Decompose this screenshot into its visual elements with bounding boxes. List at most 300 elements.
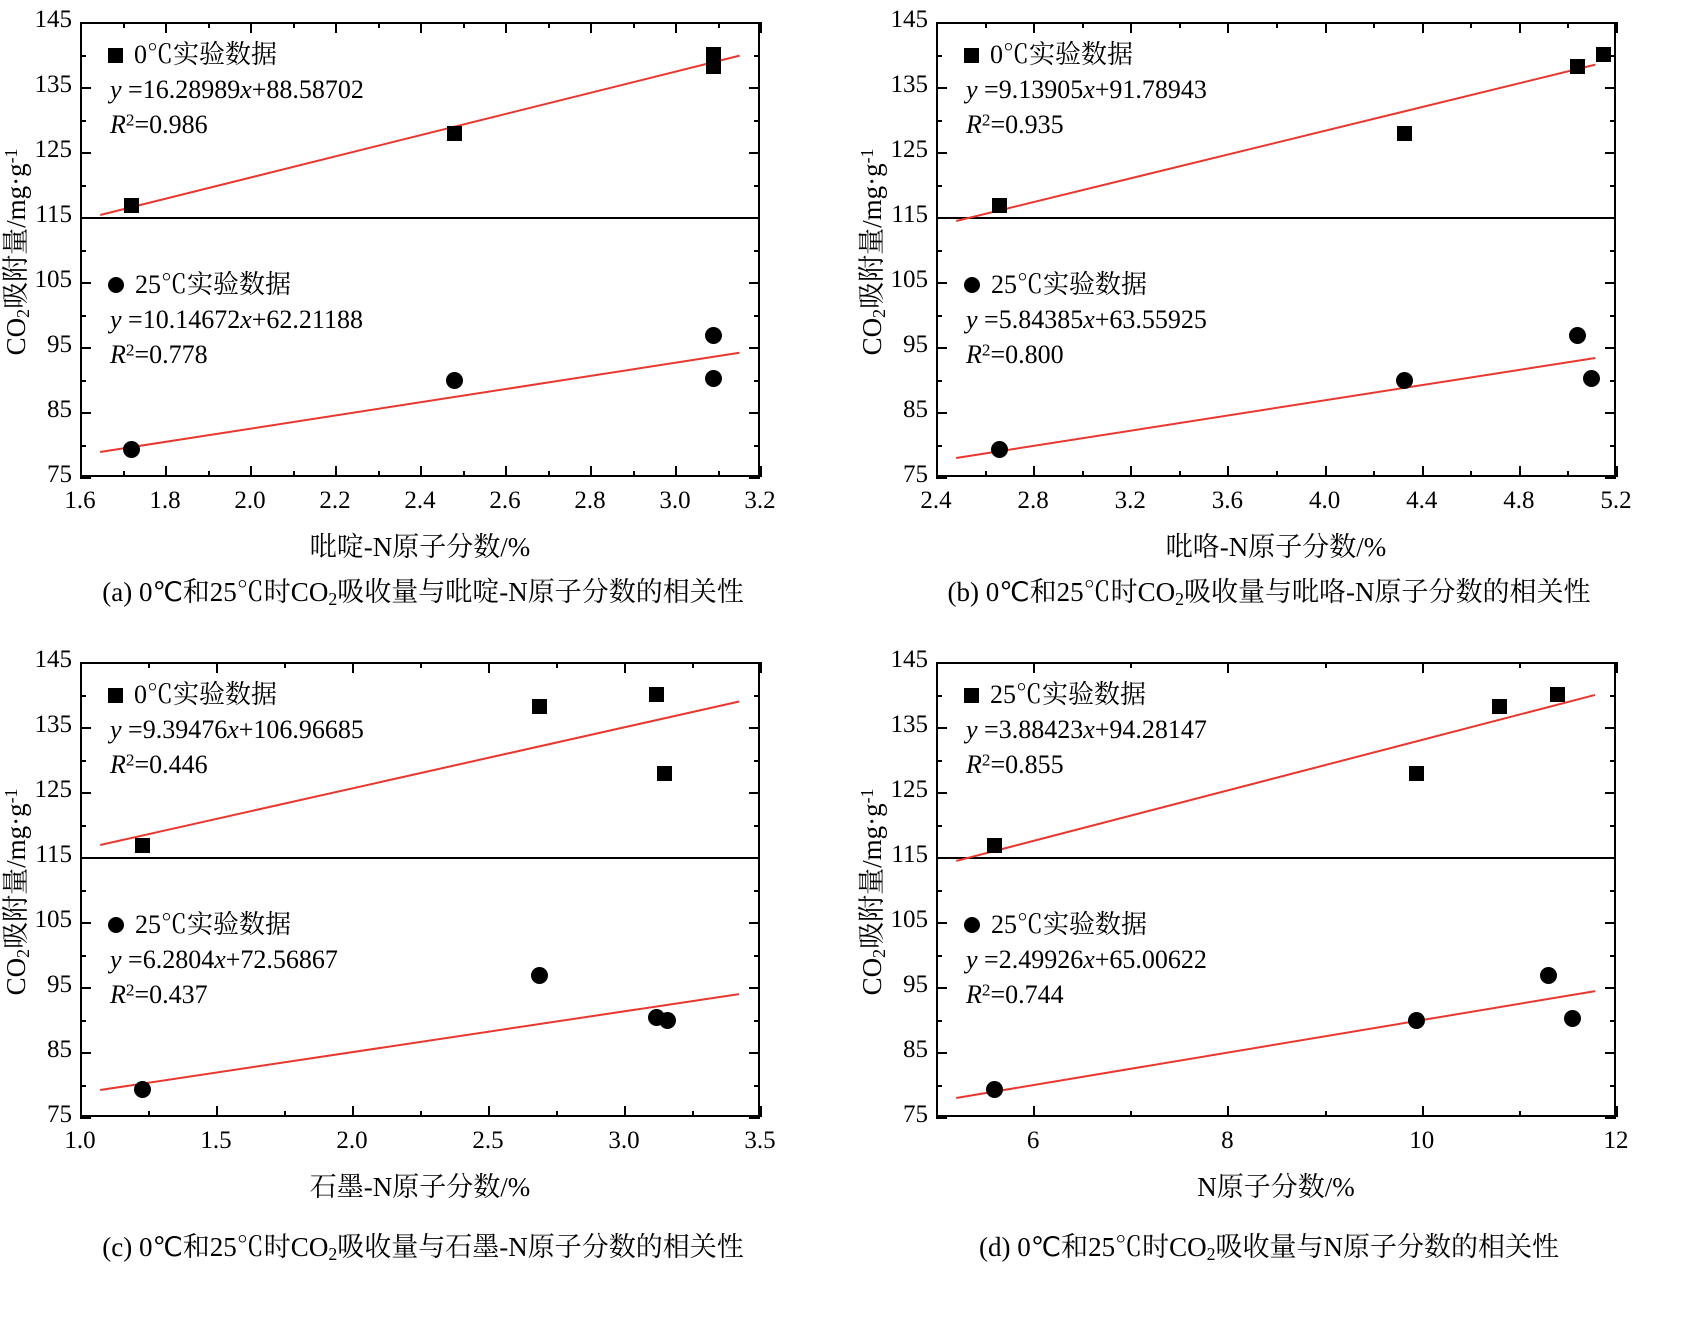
legend-lower [964, 268, 1207, 372]
x-tick [1422, 1106, 1424, 1117]
x-minor-tick [1082, 22, 1084, 28]
x-tick-label: 2.2 [319, 487, 351, 514]
data-point-square [135, 838, 150, 853]
y-minor-tick [754, 445, 760, 447]
x-minor-tick [284, 662, 286, 668]
x-minor-tick [1082, 471, 1084, 477]
y-minor-tick [754, 825, 760, 827]
x-minor-tick [718, 22, 720, 28]
data-point-circle [1540, 967, 1557, 984]
y-tick [749, 477, 760, 479]
x-tick [352, 1106, 354, 1117]
x-minor-tick [293, 471, 295, 477]
y-minor-tick [80, 315, 86, 317]
legend-r2-lower: $R^2=0.778$ [110, 339, 208, 369]
x-minor-tick [1179, 471, 1181, 477]
chart-panel-d [846, 640, 1692, 1318]
y-tick [936, 857, 947, 859]
x-tick [760, 1106, 762, 1117]
x-tick-label: 3.0 [659, 487, 691, 514]
data-point-circle [705, 370, 722, 387]
y-minor-tick [1610, 120, 1616, 122]
y-minor-tick [754, 955, 760, 957]
y-tick-label: 125 [890, 776, 928, 803]
y-minor-tick [936, 760, 942, 762]
x-tick-label: 2.0 [336, 1127, 368, 1154]
x-tick [80, 662, 82, 673]
y-tick-label: 105 [34, 906, 72, 933]
data-point-square [532, 699, 547, 714]
x-tick [1227, 466, 1229, 477]
y-minor-tick [1610, 955, 1616, 957]
x-tick-label: 4.4 [1406, 487, 1438, 514]
y-minor-tick [754, 120, 760, 122]
legend-equation-upper: y =9.39476x+106.96685 [110, 714, 364, 744]
x-tick-label: 3.0 [608, 1127, 640, 1154]
y-tick [1605, 282, 1616, 284]
x-tick-label: 1.8 [149, 487, 181, 514]
y-tick [936, 727, 947, 729]
circle-marker-icon [108, 277, 124, 293]
legend-r2-upper: $R^2=0.935$ [966, 109, 1064, 139]
x-tick [760, 466, 762, 477]
x-minor-tick [985, 22, 987, 28]
panel-divider [936, 217, 1616, 219]
data-point-circle [991, 441, 1008, 458]
y-axis-label: $CO_2$吸附量$/mg\cdot g^{-1}$ [857, 788, 889, 995]
panel-caption: (b) 0℃和25℃时$CO_2$吸收量与吡咯-N原子分数的相关性 [947, 577, 1591, 609]
y-minor-tick [936, 185, 942, 187]
y-tick [1605, 922, 1616, 924]
x-tick [1519, 466, 1521, 477]
y-tick [749, 1052, 760, 1054]
x-minor-tick [556, 1111, 558, 1117]
y-tick [1605, 857, 1616, 859]
x-minor-tick [1276, 471, 1278, 477]
x-minor-tick [1519, 662, 1521, 668]
y-minor-tick [936, 955, 942, 957]
x-minor-tick [633, 22, 635, 28]
x-minor-tick [463, 471, 465, 477]
x-tick [1033, 466, 1035, 477]
x-tick [1033, 22, 1035, 33]
y-tick [80, 152, 91, 154]
x-minor-tick [556, 662, 558, 668]
x-minor-tick [1130, 662, 1132, 668]
y-minor-tick [80, 955, 86, 957]
y-minor-tick [80, 445, 86, 447]
legend-equation-upper: y =9.13905x+91.78943 [966, 74, 1207, 104]
x-tick [1227, 22, 1229, 33]
x-tick [420, 22, 422, 33]
x-tick-label: 2.4 [404, 487, 436, 514]
x-tick [675, 466, 677, 477]
y-minor-tick [80, 890, 86, 892]
data-point-square [1492, 699, 1507, 714]
x-minor-tick [548, 22, 550, 28]
x-tick [1422, 22, 1424, 33]
legend-lower [108, 268, 363, 372]
y-tick [936, 282, 947, 284]
y-tick [749, 152, 760, 154]
data-point-square [649, 687, 664, 702]
legend-r2-lower: $R^2=0.800$ [966, 339, 1064, 369]
x-axis-label: 吡咯-N原子分数/% [1165, 532, 1387, 562]
x-tick-label: 1.5 [200, 1127, 232, 1154]
x-minor-tick [1179, 22, 1181, 28]
x-tick [1325, 466, 1327, 477]
x-tick [624, 1106, 626, 1117]
x-tick [1130, 22, 1132, 33]
legend-label-lower: 25℃实验数据 [991, 270, 1148, 299]
y-tick-label: 145 [890, 6, 928, 33]
y-tick-label: 95 [903, 971, 928, 998]
y-minor-tick [80, 1020, 86, 1022]
x-tick [1519, 22, 1521, 33]
legend-upper [108, 38, 364, 142]
y-tick [936, 87, 947, 89]
y-tick [749, 662, 760, 664]
x-minor-tick [123, 22, 125, 28]
y-tick-label: 105 [890, 906, 928, 933]
y-tick [749, 727, 760, 729]
x-tick [80, 22, 82, 33]
x-tick-label: 3.2 [744, 487, 776, 514]
y-minor-tick [1610, 890, 1616, 892]
y-tick [80, 347, 91, 349]
legend-equation-lower: y =6.2804x+72.56867 [110, 944, 338, 974]
x-axis-label: 吡啶-N原子分数/% [309, 532, 531, 562]
data-point-square [1397, 126, 1412, 141]
y-tick-label: 115 [891, 201, 928, 228]
x-tick [505, 22, 507, 33]
y-tick [936, 347, 947, 349]
y-minor-tick [1610, 695, 1616, 697]
y-tick [936, 792, 947, 794]
y-tick-label: 75 [47, 461, 72, 488]
x-minor-tick [1325, 1111, 1327, 1117]
panel-caption: (a) 0℃和25℃时$CO_2$吸收量与吡啶-N原子分数的相关性 [102, 577, 744, 609]
data-point-square [1596, 47, 1611, 62]
y-tick-label: 135 [34, 711, 72, 738]
x-minor-tick [293, 22, 295, 28]
y-tick [1605, 347, 1616, 349]
data-point-circle [1564, 1010, 1581, 1027]
y-tick [749, 792, 760, 794]
y-minor-tick [1610, 185, 1616, 187]
y-tick-label: 135 [890, 71, 928, 98]
y-tick [1605, 987, 1616, 989]
x-tick [488, 662, 490, 673]
y-tick-label: 85 [903, 396, 928, 423]
legend-label-upper: 25℃实验数据 [990, 680, 1147, 709]
y-tick [1605, 1052, 1616, 1054]
y-minor-tick [1610, 315, 1616, 317]
y-tick-label: 145 [34, 6, 72, 33]
legend-label-upper: 0℃实验数据 [990, 40, 1134, 69]
y-tick [936, 662, 947, 664]
data-point-circle [446, 372, 463, 389]
x-tick [1616, 662, 1618, 673]
square-marker-icon [108, 688, 123, 703]
y-tick [936, 1052, 947, 1054]
y-minor-tick [936, 1085, 942, 1087]
y-tick [1605, 217, 1616, 219]
x-tick [335, 466, 337, 477]
data-point-square [992, 198, 1007, 213]
x-tick [936, 22, 938, 33]
y-minor-tick [754, 1020, 760, 1022]
x-tick-label: 2.5 [472, 1127, 504, 1154]
x-tick-label: 4.8 [1503, 487, 1535, 514]
y-minor-tick [754, 55, 760, 57]
y-minor-tick [80, 55, 86, 57]
legend-label-upper: 0℃实验数据 [134, 680, 278, 709]
x-tick-label: 12 [1603, 1127, 1629, 1154]
data-point-square [706, 59, 721, 74]
x-tick-label: 6 [1026, 1127, 1040, 1154]
y-tick-label: 115 [35, 201, 72, 228]
x-tick-label: 2.8 [574, 487, 606, 514]
y-minor-tick [936, 315, 942, 317]
y-minor-tick [936, 380, 942, 382]
y-minor-tick [754, 760, 760, 762]
data-point-square [1570, 59, 1585, 74]
data-point-square [1409, 766, 1424, 781]
chart-panel-c [0, 640, 846, 1318]
x-minor-tick [1519, 1111, 1521, 1117]
data-point-square [124, 198, 139, 213]
y-tick-label: 125 [34, 776, 72, 803]
y-axis-label: $CO_2$吸附量$/mg\cdot g^{-1}$ [857, 148, 889, 355]
legend-r2-upper: $R^2=0.446$ [110, 749, 208, 779]
y-tick [1605, 477, 1616, 479]
circle-marker-icon [108, 917, 124, 933]
legend-r2-lower: $R^2=0.744$ [966, 979, 1064, 1009]
y-tick-label: 95 [47, 971, 72, 998]
x-tick [335, 22, 337, 33]
y-tick [749, 922, 760, 924]
y-minor-tick [80, 1085, 86, 1087]
x-tick [1227, 662, 1229, 673]
circle-marker-icon [964, 917, 980, 933]
y-minor-tick [936, 695, 942, 697]
y-tick-label: 125 [34, 136, 72, 163]
panel-divider [80, 217, 760, 219]
y-tick [1605, 152, 1616, 154]
y-minor-tick [80, 380, 86, 382]
x-minor-tick [1373, 471, 1375, 477]
x-tick-label: 2.6 [489, 487, 521, 514]
x-tick [1033, 662, 1035, 673]
x-tick [420, 466, 422, 477]
panel-caption: (d) 0℃和25℃时$CO_2$吸收量与N原子分数的相关性 [979, 1232, 1559, 1264]
y-minor-tick [80, 760, 86, 762]
x-minor-tick [378, 22, 380, 28]
legend-equation-upper: y =3.88423x+94.28147 [966, 714, 1207, 744]
y-minor-tick [936, 250, 942, 252]
y-tick [936, 412, 947, 414]
x-tick [1422, 466, 1424, 477]
y-tick-label: 85 [47, 1036, 72, 1063]
y-minor-tick [80, 825, 86, 827]
y-tick [749, 1117, 760, 1119]
x-tick-label: 1.6 [64, 487, 96, 514]
x-tick-label: 5.2 [1600, 487, 1632, 514]
square-marker-icon [964, 48, 979, 63]
data-point-square [447, 126, 462, 141]
y-tick-label: 145 [890, 646, 928, 673]
y-tick [80, 922, 91, 924]
data-point-square [1550, 687, 1565, 702]
x-minor-tick [692, 662, 694, 668]
x-tick [80, 1106, 82, 1117]
y-tick [80, 282, 91, 284]
legend-upper [964, 38, 1207, 142]
legend-r2-upper: $R^2=0.855$ [966, 749, 1064, 779]
y-tick [936, 987, 947, 989]
x-tick [1325, 22, 1327, 33]
x-tick [1616, 22, 1618, 33]
y-minor-tick [1610, 445, 1616, 447]
data-point-circle [1569, 327, 1586, 344]
y-tick-label: 75 [903, 461, 928, 488]
y-tick [749, 412, 760, 414]
y-minor-tick [754, 380, 760, 382]
x-minor-tick [1567, 22, 1569, 28]
x-tick [216, 1106, 218, 1117]
circle-marker-icon [964, 277, 980, 293]
y-tick [1605, 412, 1616, 414]
y-tick-label: 115 [35, 841, 72, 868]
y-tick [936, 922, 947, 924]
x-minor-tick [1470, 471, 1472, 477]
y-minor-tick [936, 55, 942, 57]
legend-upper [108, 678, 364, 782]
y-minor-tick [936, 890, 942, 892]
y-tick-label: 135 [34, 71, 72, 98]
y-tick [80, 727, 91, 729]
data-point-square [987, 838, 1002, 853]
y-tick [80, 1117, 91, 1119]
legend-equation-lower: y =5.84385x+63.55925 [966, 304, 1207, 334]
y-minor-tick [936, 1020, 942, 1022]
x-minor-tick [1373, 22, 1375, 28]
y-tick-label: 145 [34, 646, 72, 673]
x-tick-label: 2.4 [920, 487, 952, 514]
y-tick [749, 22, 760, 24]
y-tick [749, 282, 760, 284]
x-tick-label: 3.2 [1114, 487, 1146, 514]
data-point-circle [986, 1081, 1003, 1098]
x-minor-tick [208, 471, 210, 477]
y-minor-tick [754, 315, 760, 317]
x-tick [165, 22, 167, 33]
y-tick [1605, 792, 1616, 794]
legend-equation-lower: y =2.49926x+65.00622 [966, 944, 1207, 974]
x-minor-tick [123, 471, 125, 477]
x-tick-label: 2.0 [234, 487, 266, 514]
y-tick [80, 87, 91, 89]
y-tick [936, 152, 947, 154]
x-tick [165, 466, 167, 477]
x-tick-label: 1.0 [64, 1127, 96, 1154]
x-tick-label: 2.8 [1017, 487, 1049, 514]
y-tick-label: 105 [890, 266, 928, 293]
x-tick [250, 22, 252, 33]
legend-r2-upper: $R^2=0.986$ [110, 109, 208, 139]
legend-label-upper: 0℃实验数据 [134, 40, 278, 69]
x-tick [624, 662, 626, 673]
y-tick [749, 857, 760, 859]
x-minor-tick [420, 1111, 422, 1117]
y-tick-label: 95 [47, 331, 72, 358]
y-tick [80, 987, 91, 989]
x-tick-label: 3.5 [744, 1127, 776, 1154]
legend-equation-upper: y =16.28989x+88.58702 [110, 74, 364, 104]
y-tick-label: 105 [34, 266, 72, 293]
x-tick [760, 662, 762, 673]
y-minor-tick [1610, 760, 1616, 762]
y-tick [80, 1052, 91, 1054]
y-tick-label: 125 [890, 136, 928, 163]
x-tick [250, 466, 252, 477]
chart-panel-b [846, 0, 1692, 640]
data-point-square [657, 766, 672, 781]
x-tick [216, 662, 218, 673]
x-minor-tick [148, 662, 150, 668]
x-tick [80, 466, 82, 477]
y-tick-label: 75 [903, 1101, 928, 1128]
panel-divider [80, 857, 760, 859]
x-tick [1130, 466, 1132, 477]
x-minor-tick [208, 22, 210, 28]
legend-label-lower: 25℃实验数据 [135, 910, 292, 939]
y-minor-tick [1610, 250, 1616, 252]
y-tick [1605, 22, 1616, 24]
y-tick [80, 792, 91, 794]
y-minor-tick [1610, 1020, 1616, 1022]
y-tick [1605, 662, 1616, 664]
y-minor-tick [936, 825, 942, 827]
y-minor-tick [936, 445, 942, 447]
y-minor-tick [754, 250, 760, 252]
y-tick [80, 217, 91, 219]
legend-lower [964, 908, 1207, 1012]
x-tick-label: 8 [1221, 1127, 1234, 1154]
x-tick [936, 466, 938, 477]
y-axis-label: $CO_2$吸附量$/mg\cdot g^{-1}$ [1, 148, 33, 355]
x-minor-tick [463, 22, 465, 28]
x-tick [1033, 1106, 1035, 1117]
y-minor-tick [754, 890, 760, 892]
legend-equation-lower: y =10.14672x+62.21188 [110, 304, 363, 334]
x-minor-tick [1325, 662, 1327, 668]
legend-label-lower: 25℃实验数据 [991, 910, 1148, 939]
y-tick [80, 477, 91, 479]
x-tick-label: 4.0 [1308, 487, 1341, 514]
y-tick-label: 115 [891, 841, 928, 868]
y-minor-tick [80, 120, 86, 122]
x-minor-tick [1276, 22, 1278, 28]
y-tick [749, 347, 760, 349]
x-minor-tick [692, 1111, 694, 1117]
y-minor-tick [936, 120, 942, 122]
y-tick [1605, 87, 1616, 89]
y-tick [749, 87, 760, 89]
y-tick [749, 217, 760, 219]
y-minor-tick [1610, 825, 1616, 827]
